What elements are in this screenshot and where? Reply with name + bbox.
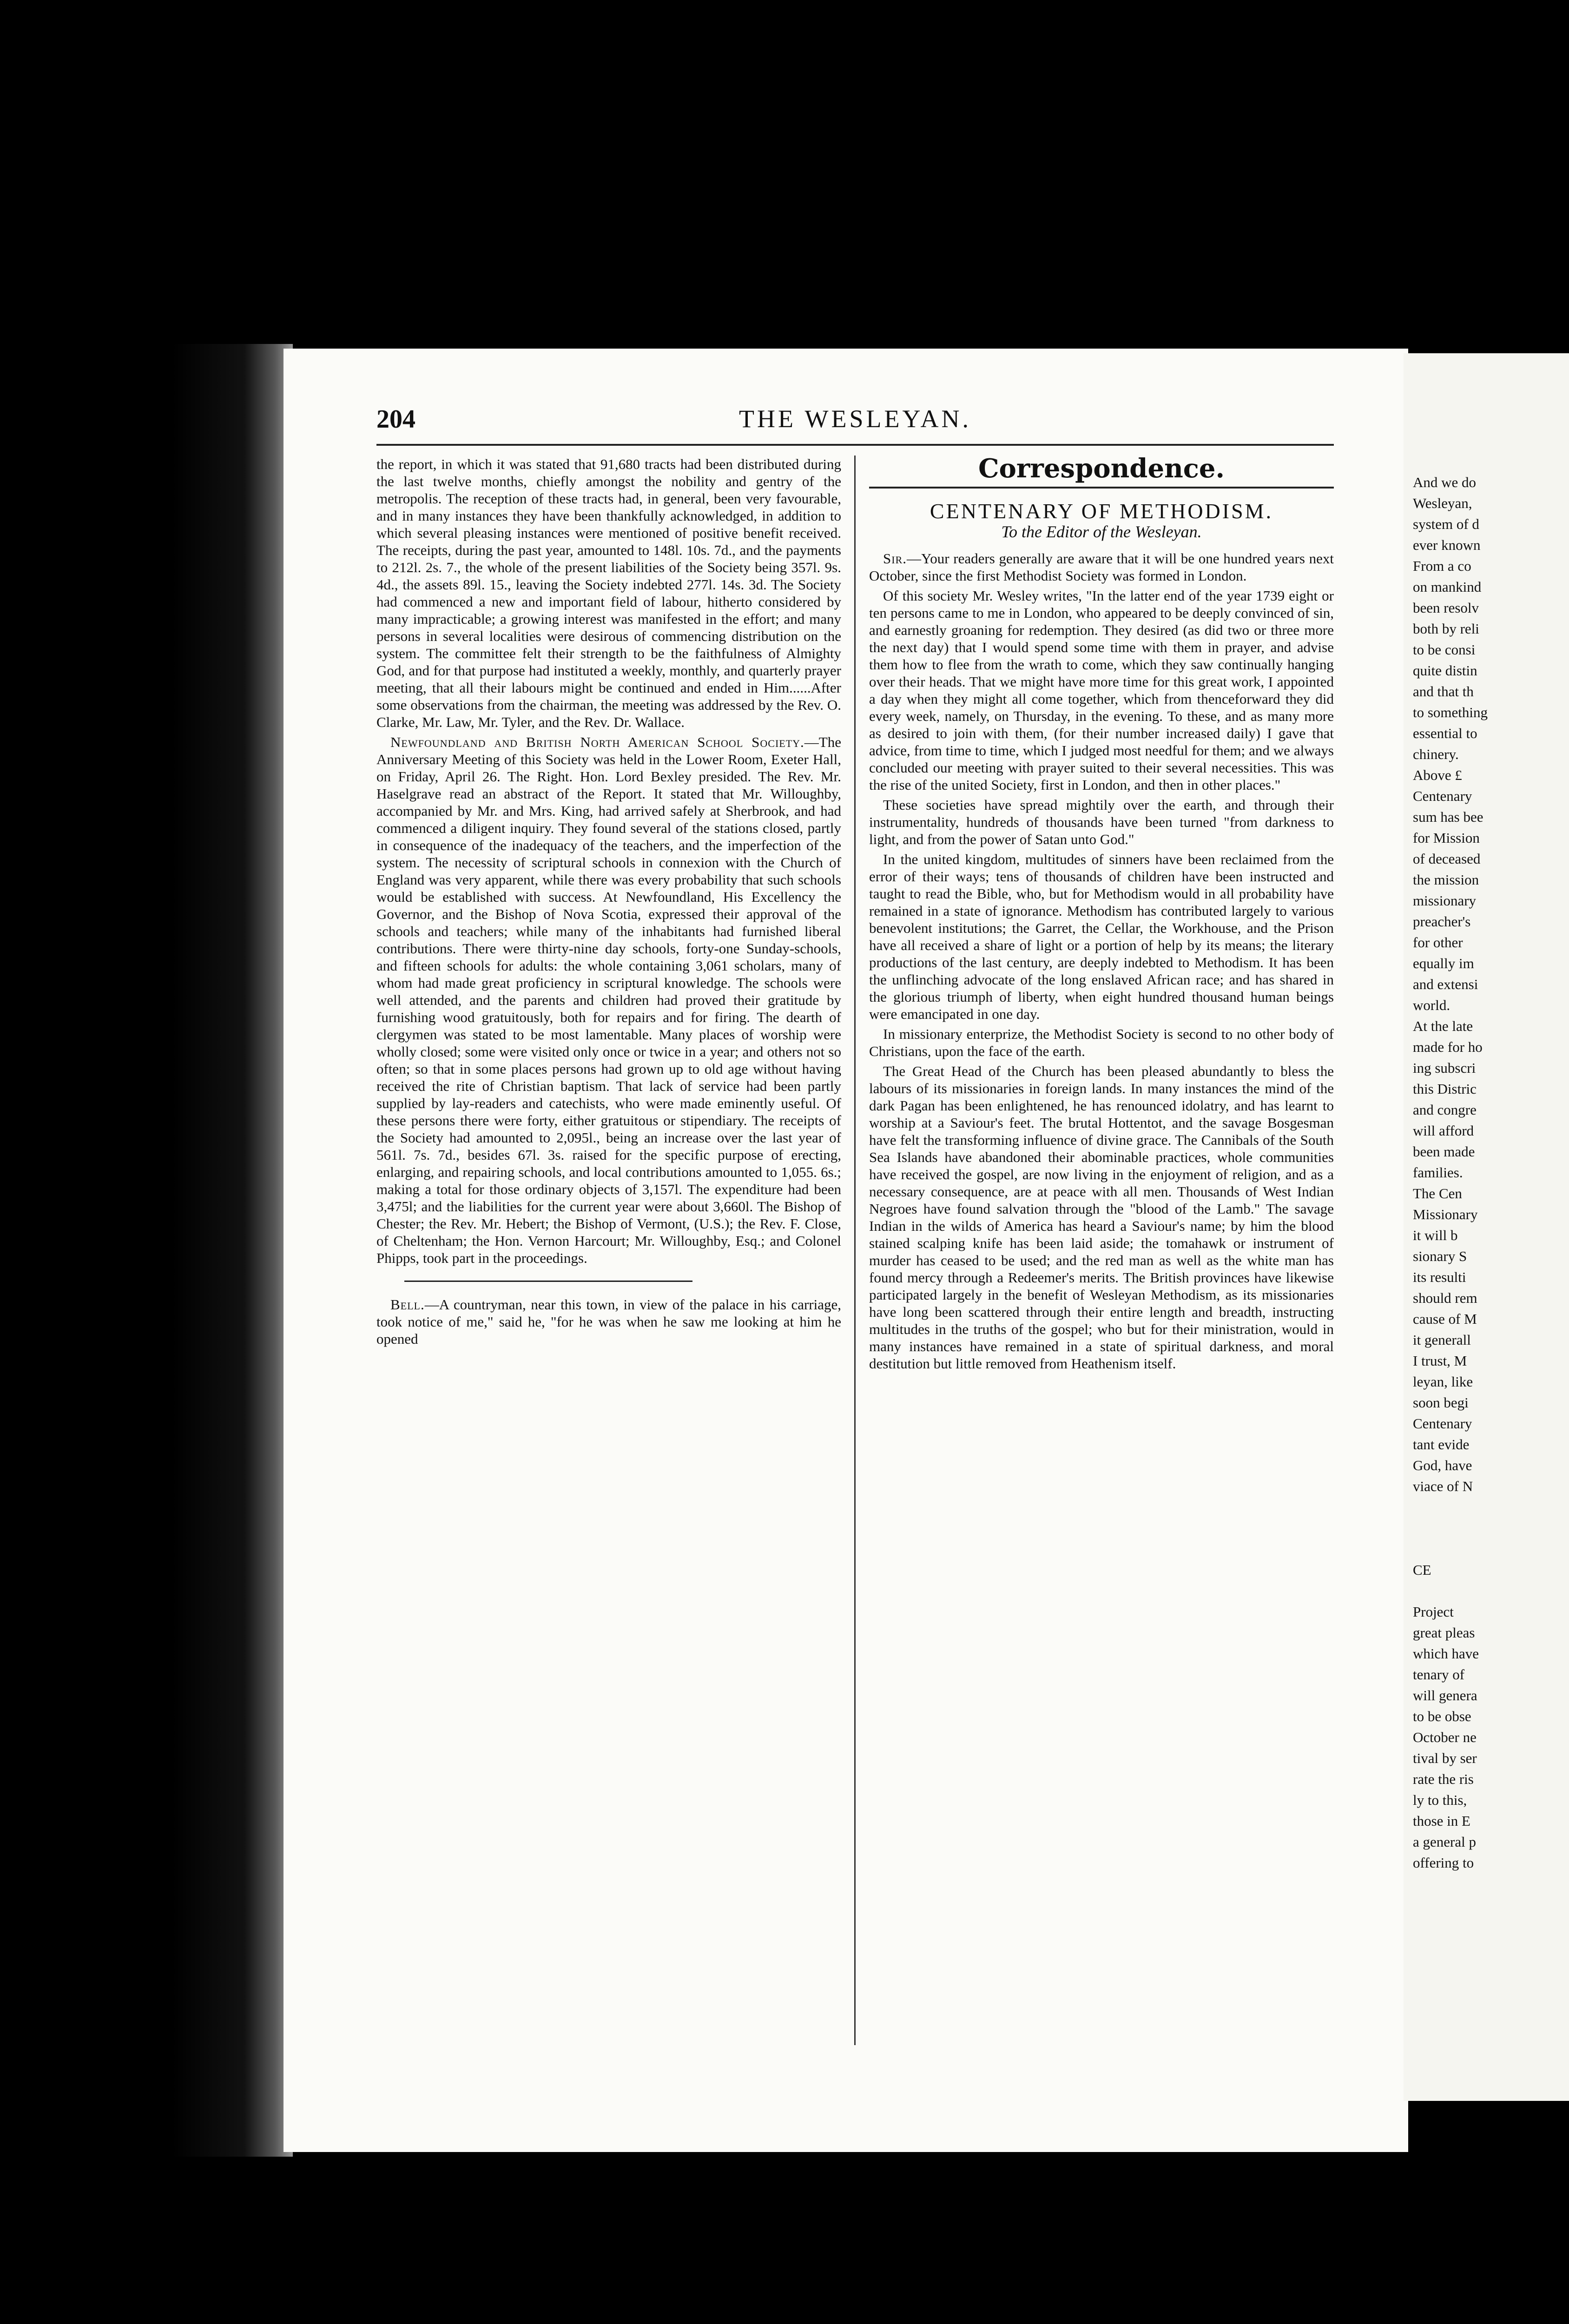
facing-page-line: sum has bee bbox=[1413, 809, 1483, 825]
left-column bbox=[376, 456, 841, 2017]
facing-page-line: tenary of bbox=[1413, 1666, 1465, 1683]
facing-page-line: leyan, like bbox=[1413, 1373, 1473, 1390]
article-title: CENTENARY OF METHODISM. bbox=[930, 499, 1273, 523]
facing-page-line: At the late bbox=[1413, 1018, 1473, 1034]
facing-page-fragment bbox=[1404, 353, 1569, 2101]
binding-gutter bbox=[172, 344, 293, 2157]
facing-page-line: this Distric bbox=[1413, 1081, 1477, 1097]
facing-page-line: offering to bbox=[1413, 1855, 1474, 1871]
facing-page-line: viace of N bbox=[1413, 1478, 1473, 1494]
facing-page-line: And we do bbox=[1413, 474, 1477, 490]
facing-page-line: a general p bbox=[1413, 1834, 1476, 1850]
letter-paragraph: These societies have spread mightily over the earth, and through their instrumentality, hundreds of thousands have been turned "from darkness to light, and from the power of Satan unto God." bbox=[869, 797, 1334, 847]
letter-paragraph: In the united kingdom, multitudes of sinners have been reclaimed from the error of their ways; tens of thousands of children have been instructed and taught to read the Bible, who, but for Methodism would in all probability have remained in a state of ignorance. Methodism has contributed largely to various benevolent institutions; the Garret, the Cellar, the Workhouse, and the Prison have all received a share of light or a portion of help by its means; the literary productions of the last century, are deeply indebted to Methodism. It has been the unflinching advocate of the long enslaved African race; and has shared in the glorious triumph of liberty, when eight hundred thousand human beings were emancipated in one day. bbox=[869, 851, 1334, 1022]
facing-page-line: ever known bbox=[1413, 537, 1481, 553]
closing-heading: Bell. bbox=[390, 1296, 425, 1313]
facing-page-line: and that th bbox=[1413, 683, 1474, 700]
facing-page-line: tival by ser bbox=[1413, 1750, 1477, 1766]
facing-page-line: it generall bbox=[1413, 1332, 1471, 1348]
facing-page-line: to something bbox=[1413, 704, 1488, 720]
letter-text: —Your readers generally are aware that it will be one hundred years next October, since the first Methodist Society was formed in London. bbox=[869, 550, 1334, 584]
facing-page-line: quite distin bbox=[1413, 662, 1477, 679]
facing-page-line: missionary bbox=[1413, 892, 1477, 909]
facing-page-line: families. bbox=[1413, 1164, 1463, 1181]
facing-page-line: rate the ris bbox=[1413, 1771, 1474, 1787]
article-subtitle: To the Editor of the Wesleyan. bbox=[1001, 522, 1202, 541]
right-column bbox=[869, 456, 1334, 2045]
facing-page-line: The Cen bbox=[1413, 1185, 1462, 1202]
salutation: Sir. bbox=[883, 550, 907, 567]
society-heading: Newfoundland and British North American School Society. bbox=[390, 734, 804, 750]
facing-page-line: ing subscri bbox=[1413, 1060, 1476, 1076]
facing-page-line: of deceased bbox=[1413, 851, 1481, 867]
report-paragraph: the report, in which it was stated that 91,680 tracts had been distributed during the last twelve months, chiefly amongst the nobility and gentry of the metropolis. The reception of these tracts had, in general, been very favourable, and in many instances they have been thankfully acknowledged, in addition to which several pleasing instances were mentioned of positive benefit received. The receipts, during the past year, amounted to 148l. 10s. 7d., and the payments to 212l. 2s. 7., the whole of the present liabilities of the Society being 357l. 9s. 4d., the assets 89l. 15., leaving the Society indebted 277l. 14s. 3d. The Society had commenced a new and important field of labour, hitherto considered by many impracticable; a growing interest was manifested in the effort; and many persons in several localities were desirous of commencing distribution on the system. The committee felt their strength to be the faithfulness of Almighty God, and for that purpose had instituted a weekly, monthly, and quarterly prayer meeting, that all their labours might be continued and ended in Him......After some observations from the chairman, the meeting was addressed by the Rev. O. Clarke, Mr. Law, Mr. Tyler, and the Rev. Dr. Wallace. bbox=[376, 456, 841, 730]
facing-page-line: to be consi bbox=[1413, 641, 1476, 658]
facing-page-line: Centenary bbox=[1413, 1415, 1472, 1432]
facing-page-line: Missionary bbox=[1413, 1206, 1478, 1222]
facing-page-line: been resolv bbox=[1413, 600, 1479, 616]
section-rule bbox=[869, 487, 1334, 489]
facing-page-line: great pleas bbox=[1413, 1624, 1475, 1641]
society-text: —The Anniversary Meeting of this Society was held in the Lower Room, Exeter Hall, on Friday, April 26. The Right. Hon. Lord Bexley presided. The Rev. Mr. Haselgrave read an abstract of the Report. It stated that Mr. Willoughby, accompanied by Mr. and Mrs. King, had arrived safely at Sherbrook, and had commenced a diligent inquiry. They found several of the stations closed, partly in consequence of the inadequacy of the teachers, and the imperfection of the system. The necessity of scriptural schools in connexion with the Church of England was very apparent, while there was every probability that such schools would be established with success. At Newfoundland, His Excellency the Governor, and the Bishop of Nova Scotia, expressed their approval of the schools and teachers; while many of the inhabitants had furnished liberal contributions. There were thirty-nine day schools, forty-one Sunday-schools, and fifteen schools for adults: the whole containing 3,061 scholars, many of whom had made great proficiency in scriptural knowledge. The schools were well attended, and the parents and children had proved their gratitude by furnishing wood gratuitously, both for repairs and for firing. The dearth of clergymen was stated to be most lamentable. Many places of worship were wholly closed; some were visited only once or twice in a year; and others not so often; so that in some places persons had grown up to old age without having received the rite of Christian baptism. That lack of service had been partly supplied by lay-readers and catechists, who were made eminently useful. Of these persons there were forty, either gratuitous or stipendiary. The receipts of the Society had amounted to 2,095l., being an increase over the last year of 561l. 7s. 7d., besides 67l. 3s. raised for the specific purpose of erecting, enlarging, and repairing schools, and local contributions amounted to 1,055. 6s.; making a total for those ordinary objects of 3,157l. The expenditure had been 3,475l; and the liabilities for the current year were about 3,660l. The Bishop of Chester; the Rev. Mr. Hebert; the Bishop of Vermont, (U.S.); the Rev. F. Close, of Cheltenham; the Hon. Vernon Harcourt; Mr. Willoughby, Esq.; and Colonel Phipps, took part in the proceedings. bbox=[376, 734, 841, 1266]
facing-page-line: which have bbox=[1413, 1645, 1479, 1662]
page-header bbox=[376, 404, 1334, 442]
section-heading: Correspondence. bbox=[978, 456, 1225, 484]
facing-page-line: and congre bbox=[1413, 1102, 1477, 1118]
facing-page-line: its resulti bbox=[1413, 1269, 1466, 1285]
facing-page-line: soon begi bbox=[1413, 1394, 1469, 1411]
facing-page-line: God, have bbox=[1413, 1457, 1472, 1473]
letter-paragraph: In missionary enterprize, the Methodist Society is second to no other body of Christians, upon the face of the earth. bbox=[869, 1026, 1334, 1059]
facing-page-line: I trust, M bbox=[1413, 1353, 1467, 1369]
facing-page-line: From a co bbox=[1413, 558, 1471, 574]
society-paragraph bbox=[376, 733, 841, 1267]
facing-page-line: will afford bbox=[1413, 1122, 1474, 1139]
newspaper-page bbox=[283, 349, 1408, 2152]
facing-page-line: world. bbox=[1413, 997, 1450, 1013]
running-title: THE WESLEYAN. bbox=[739, 405, 971, 433]
article-separator bbox=[404, 1281, 692, 1282]
facing-page-line: and extensi bbox=[1413, 976, 1478, 992]
facing-page-line: Above £ bbox=[1413, 767, 1462, 783]
facing-page-line: tant evide bbox=[1413, 1436, 1470, 1452]
letter-paragraph: The Great Head of the Church has been pleased abundantly to bless the labours of its missionaries in foreign lands. In many instances the mind of the dark Pagan has been enlightened, he has renounced idolatry, and has learnt to worship at a Saviour's feet. The brutal Hottentot, and the savage Bosgesman have felt the transforming influence of divine grace. The Cannibals of the South Sea Islands have abandoned their abominable practices, whole communities have received the gospel, are now living in the enjoyment of religion, and as a necessary consequence, are at peace with all men. Thousands of West Indian Negroes have found salvation through the "blood of the Lamb." The savage Indian in the wilds of America has heard a Saviour's name; by him the blood stained scalping knife has been laid aside; the tomahawk or instrument of murder has ceased to be used; and the red man as well as the white man has found mercy through a Redeemer's merits. The British provinces have likewise participated largely in the benefit of Wesleyan Methodism, as its missionaries have long been scattered through their entire length and breadth, instructing multitudes in the truths of the gospel; who but for their ministration, would in many instances have remained in a state of spiritual darkness, and moral destitution but little removed from Heathenism itself. bbox=[869, 1063, 1334, 1372]
facing-page-line: on mankind bbox=[1413, 579, 1482, 595]
facing-page-line: should rem bbox=[1413, 1290, 1477, 1306]
facing-page-line: essential to bbox=[1413, 725, 1477, 741]
facing-page-line: chinery. bbox=[1413, 746, 1459, 762]
facing-page-line: for Mission bbox=[1413, 830, 1480, 846]
facing-page-line: system of d bbox=[1413, 516, 1479, 532]
closing-paragraph bbox=[376, 1296, 841, 1347]
facing-page-line: it will b bbox=[1413, 1227, 1458, 1243]
facing-page-line: the mission bbox=[1413, 872, 1479, 888]
facing-page-line: Project bbox=[1413, 1604, 1454, 1620]
facing-page-line: cause of M bbox=[1413, 1311, 1477, 1327]
facing-page-line: equally im bbox=[1413, 955, 1474, 971]
facing-page-line: Wesleyan, bbox=[1413, 495, 1472, 511]
facing-page-line: Centenary bbox=[1413, 788, 1472, 804]
facing-page-line: ly to this, bbox=[1413, 1792, 1467, 1808]
facing-page-line: October ne bbox=[1413, 1729, 1477, 1745]
facing-page-line: preacher's bbox=[1413, 913, 1471, 930]
closing-text: —A countryman, near this town, in view of the palace in his carriage, took notice of me," said he, "for he was when he saw me looking at him he opened bbox=[376, 1296, 841, 1347]
letter-paragraph bbox=[869, 550, 1334, 584]
facing-page-line: both by reli bbox=[1413, 621, 1479, 637]
facing-page-line: CE bbox=[1413, 1562, 1431, 1578]
header-rule bbox=[376, 444, 1334, 446]
letter-paragraph: Of this society Mr. Wesley writes, "In the latter end of the year 1739 eight or ten persons came to me in London, who appeared to be deeply convinced of sin, and earnestly groaning for redemption. They desired (as did two or three more the next day) that I would spend some time with them in prayer, and advise them how to flee from the wrath to come, which they saw continually hanging over their heads. That we might have more time for this great work, I appointed a day when they might all come together, which from thenceforward they did every week, namely, on Thursday, in the evening. To these, and as many more as desired to join with them, (for their number increased daily) I gave that advice, from time to time, which I judged most needful for them; and we always concluded our meeting with prayer suited to their several necessities. This was the rise of the united Society, first in London, and then in other places." bbox=[869, 588, 1334, 793]
facing-page-line: to be obse bbox=[1413, 1708, 1471, 1724]
facing-page-line: made for ho bbox=[1413, 1039, 1483, 1055]
facing-page-line: been made bbox=[1413, 1143, 1475, 1160]
column-divider bbox=[854, 456, 856, 2045]
facing-page-line: sionary S bbox=[1413, 1248, 1467, 1264]
facing-page-line: those in E bbox=[1413, 1813, 1470, 1829]
page-number: 204 bbox=[376, 405, 415, 434]
facing-page-line: will genera bbox=[1413, 1687, 1477, 1703]
facing-page-line: for other bbox=[1413, 934, 1463, 951]
